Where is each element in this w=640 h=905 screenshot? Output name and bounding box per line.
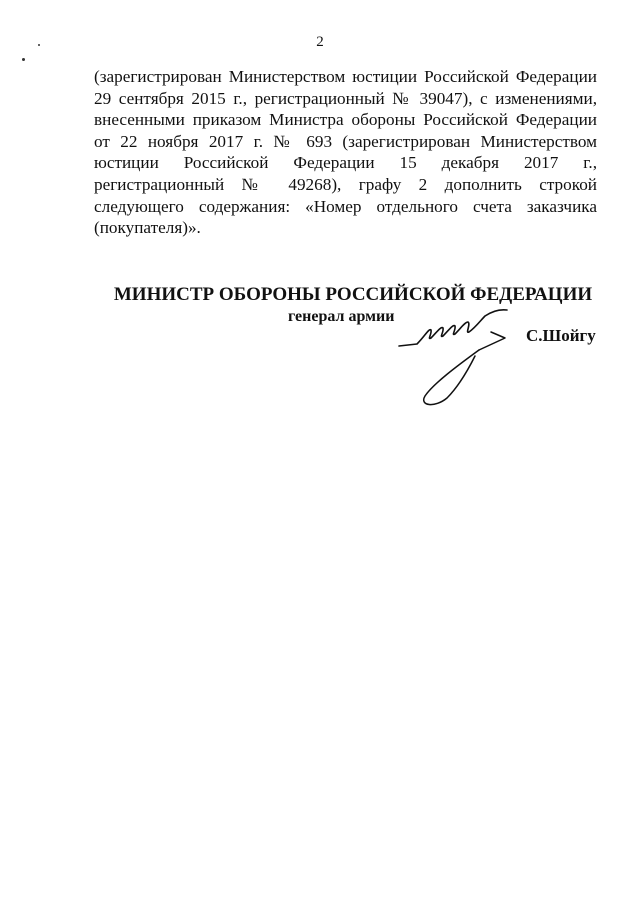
body-line: юстиции Российской Федерации 15 декабря 2017 г.,: [94, 153, 597, 173]
body-text: [94, 66, 597, 239]
scan-mark-1: [22, 58, 25, 61]
body-line: от 22 ноября 2017 г. № 693 (зарегистрирован Министерством: [94, 131, 597, 151]
body-line: (зарегистрирован Министерством юстиции Российской Федерации: [94, 67, 597, 86]
scan-mark-2: [38, 44, 40, 46]
body-line: (покупателя)».: [94, 218, 201, 238]
body-line: регистрационный № 49268), графу 2 дополнить строкой: [94, 174, 597, 194]
signatory-name: С.Шойгу: [526, 326, 596, 345]
signatory-title: МИНИСТР ОБОРОНЫ РОССИЙСКОЙ ФЕДЕРАЦИИ: [113, 284, 593, 305]
body-line: 29 сентября 2015 г., регистрационный № 39047), с изменениями,: [94, 88, 597, 108]
signatory-rank: генерал армии: [288, 308, 395, 325]
body-line: внесенными приказом Министра обороны Российской Федерации: [94, 110, 597, 130]
body-line: следующего содержания: «Номер отдельного счета заказчика: [94, 196, 597, 216]
page-number: 2: [316, 34, 324, 50]
handwritten-signature: [395, 306, 535, 410]
